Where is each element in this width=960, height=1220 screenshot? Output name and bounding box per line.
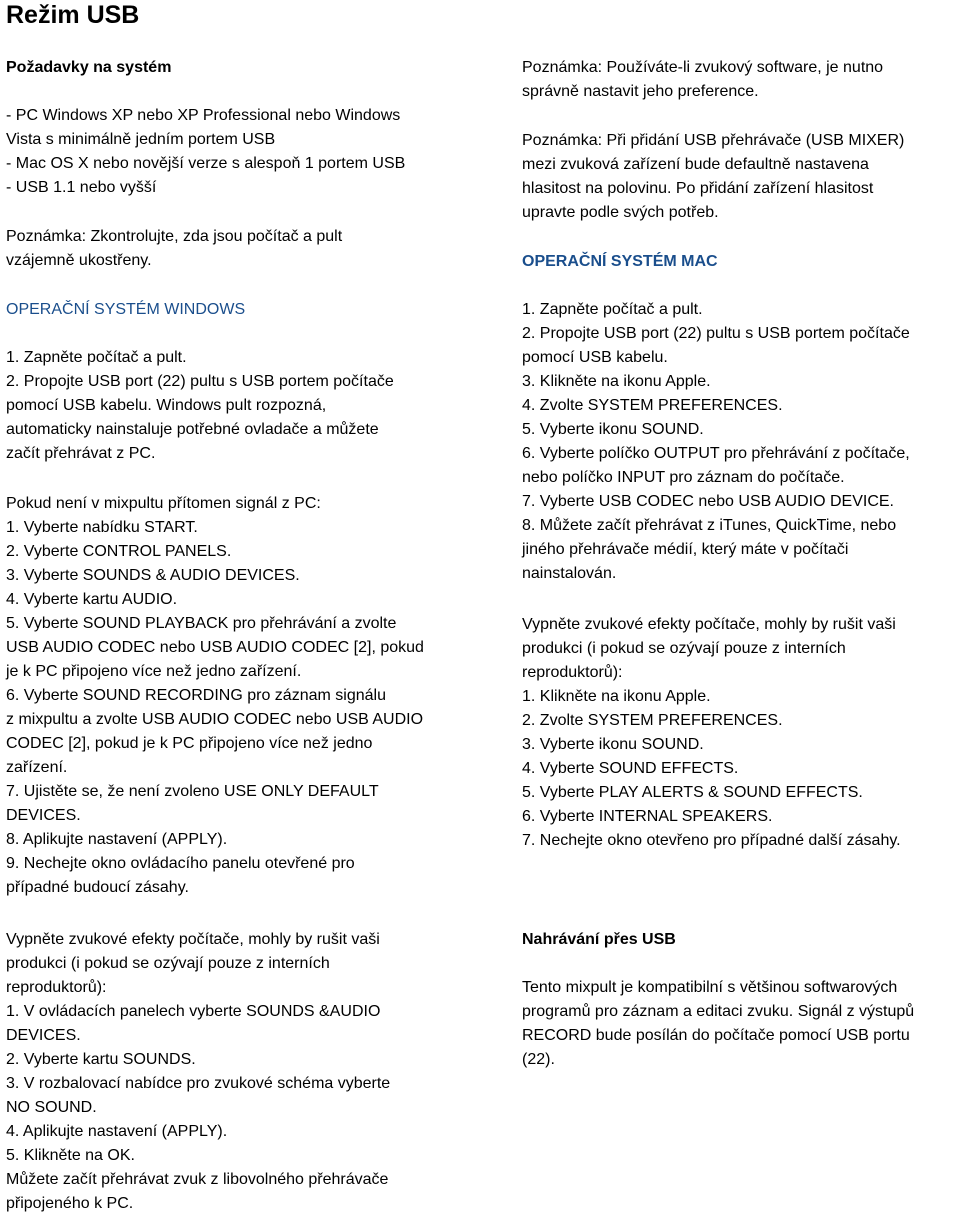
mac-steps: 1. Zapněte počítač a pult. 2. Propojte USB port (22) pultu s USB portem počítače pomocí USB kabelu. 3. Klikněte na ikonu Apple. 4. Zvolte SYSTEM PREFERENCES. 5. Vyberte ikonu SOUND. 6. Vyberte políčko OUTPUT pro přehrávání z počítače, nebo políčko INPUT pro záznam do počítače. 7. Vyberte USB CODEC nebo USB AUDIO DEVICE. 8. Můžete začít přehrávat z iTunes, QuickTime, nebo jiného přehrávače médií, který máte v počítači nainstalován. [522, 301, 910, 582]
mac-heading: OPERAČNÍ SYSTÉM MAC [522, 253, 718, 270]
requirements-list: - PC Windows XP nebo XP Professional nebo Windows Vista s minimálně jedním portem USB - Mac OS X nebo novější verze s alespoň 1 portem USB - USB 1.1 nebo vyšší [6, 107, 406, 196]
windows-steps: 1. Zapněte počítač a pult. 2. Propojte USB port (22) pultu s USB portem počítače pomocí USB kabelu. Windows pult rozpozná, automaticky nainstaluje potřebné ovladače a můžete začít přehrávat z PC. [6, 349, 394, 462]
windows-heading: OPERAČNÍ SYSTÉM WINDOWS [6, 301, 246, 318]
recording-text: Tento mixpult je kompatibilní s většinou softwarových programů pro záznam a editaci zvuku. Signál z výstupů RECORD bude posílán do počítače pomocí USB portu (22). [522, 979, 915, 1068]
mac-effects-steps: Vypněte zvukové efekty počítače, mohly by rušit vaši produkci (i pokud se ozývají pouze z interních reproduktorů): 1. Klikněte na ikonu Apple. 2. Zvolte SYSTEM PREFERENCES. 3. Vyberte ikonu SOUND. 4. Vyberte SOUND EFFECTS. 5. Vyberte PLAY ALERTS & SOUND EFFECTS. 6. Vyberte INTERNAL SPEAKERS. 7. Nechejte okno otevřeno pro případné další zásahy. [522, 616, 901, 849]
page-title: Režim USB [6, 1, 140, 29]
no-signal-steps: Pokud není v mixpultu přítomen signál z PC: 1. Vyberte nabídku START. 2. Vyberte CONTROL PANELS. 3. Vyberte SOUNDS & AUDIO DEVICES. 4. Vyberte kartu AUDIO. 5. Vyberte SOUND PLAYBACK pro přehrávání a zvolte USB AUDIO CODEC nebo USB AUDIO CODEC [2], pokud je k PC připojeno více než jedno zařízení. 6. Vyberte SOUND RECORDING pro záznam signálu z mixpultu a zvolte USB AUDIO CODEC nebo USB AUDIO CODEC [2], pokud je k PC připojeno více než jedno zařízení. 7. Ujistěte se, že není zvoleno USE ONLY DEFAULT DEVICES. 8. Aplikujte nastavení (APPLY). 9. Nechejte okno ovládacího panelu otevřené pro případné budoucí zásahy. [6, 495, 424, 896]
windows-effects-steps: Vypněte zvukové efekty počítače, mohly by rušit vaši produkci (i pokud se ozývají pouze z interních reproduktorů): 1. V ovládacích panelech vyberte SOUNDS &AUDIO DEVICES. 2. Vyberte kartu SOUNDS. 3. V rozbalovací nabídce pro zvukové schéma vyberte NO SOUND. 4. Aplikujte nastavení (APPLY). 5. Klikněte na OK. Můžete začít přehrávat zvuk z libovolného přehrávače připojeného k PC. [6, 931, 391, 1212]
recording-heading: Nahrávání přes USB [522, 931, 676, 948]
requirements-heading: Požadavky na systém [6, 59, 172, 76]
note-volume: Poznámka: Při přidání USB přehrávače (USB MIXER) mezi zvuková zařízení bude defaultně nastavena hlasitost na polovinu. Po přidání zařízení hlasitost upravte podle svých potřeb. [522, 132, 905, 221]
note-software: Poznámka: Používáte-li zvukový software, je nutno správně nastavit jeho preference. [522, 59, 884, 100]
note-ground: Poznámka: Zkontrolujte, zda jsou počítač a pult vzájemně ukostřeny. [6, 228, 343, 269]
